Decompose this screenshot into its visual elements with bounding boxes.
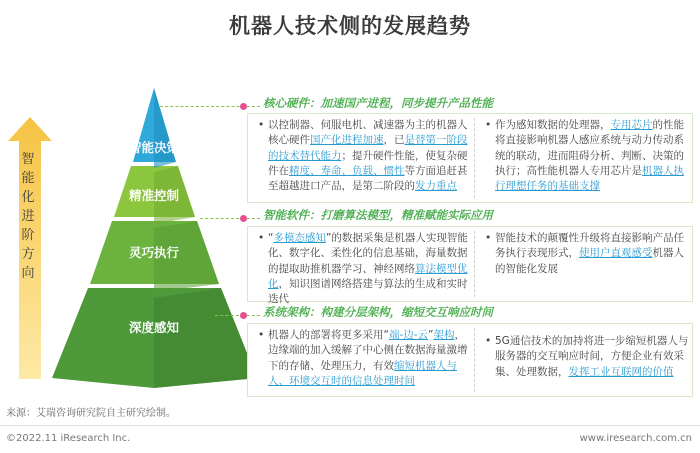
body-text: ，边缘端的加入缓解了中心侧在数据海量激增下的存储、处理压力，有效 xyxy=(268,329,468,372)
body-text: 机器人的智能化发展 xyxy=(495,247,684,275)
column-divider xyxy=(474,231,475,297)
highlight-text: 精度、寿命、负载、惯性 xyxy=(289,164,405,177)
bullet-software-right xyxy=(495,231,690,277)
capability-pyramid xyxy=(52,88,257,388)
highlight-text: 国产化进程加速 xyxy=(310,134,384,147)
section-title-hardware: 核心硬件：加速国产进程，同步提升产品性能 xyxy=(263,96,493,110)
bullet-architecture-left xyxy=(268,328,468,389)
bullet-hardware-right xyxy=(495,118,690,194)
body-text: ” xyxy=(428,329,434,341)
highlight-text: 是替第一阶段的技术替代能力 xyxy=(268,134,468,162)
bullet-hardware-left xyxy=(268,118,468,194)
direction-label: 智能化进阶方向 xyxy=(21,152,35,281)
tier-label-execution: 灵巧执行 xyxy=(128,245,179,260)
column-divider xyxy=(474,328,475,392)
page-title: 机器人技术侧的发展趋势 xyxy=(229,14,471,38)
source-note: 来源：艾瑞咨询研究院自主研究绘制。 xyxy=(6,408,176,419)
connector-dot xyxy=(240,103,247,110)
highlight-text: 专用芯片 xyxy=(610,119,653,131)
body-text: 机器人的部署将更多采用“ xyxy=(268,329,389,341)
highlight-text: 多模态感知 xyxy=(273,232,326,244)
body-text: 等方面追赶甚至超越进口产品，是第二阶段的 xyxy=(268,164,468,193)
section-title-architecture: 系统架构：构建分层架构，缩短交互响应时间 xyxy=(263,305,493,319)
highlight-text: 算法模型优化 xyxy=(268,262,468,290)
body-text: 的性能将直接影响机器人感应系统与动力传动系统的联动，进而阻碍分析、判断、决策的执行；高性能机器人专用芯片是 xyxy=(495,119,684,177)
body-text: “ xyxy=(268,232,274,244)
bullet-architecture-right xyxy=(495,334,690,380)
body-text: ，已 xyxy=(383,134,405,147)
bullet-software-left xyxy=(268,231,468,307)
section-title-software: 智能软件：打磨算法模型，精准赋能实际应用 xyxy=(263,208,493,222)
body-text: ；提升硬件性能，使复杂硬件在 xyxy=(268,149,468,177)
connector-dot xyxy=(240,215,247,222)
body-text: ，知识图谱网络搭建与算法的生成和实时迭代 xyxy=(268,277,468,306)
column-divider xyxy=(474,118,475,198)
tier-label-perception: 深度感知 xyxy=(128,320,179,335)
website-url: www.iresearch.com.cn xyxy=(579,433,692,444)
connector-dot xyxy=(240,312,247,319)
highlight-text: 使用户直观感受 xyxy=(579,247,653,260)
body-text: 智能技术的颠覆性升级将直接影响产品任务执行表现形式， xyxy=(495,232,684,260)
body-text: ”的数据采集是机器人实现智能化、数字化、柔性化的信息基础，海量数据的提取助推机器学习、神经网络 xyxy=(268,232,468,275)
highlight-text: 端-边-云 xyxy=(388,329,429,341)
connector-line xyxy=(215,315,260,316)
copyright-text: ©2022.11 iResearch Inc. xyxy=(6,433,131,444)
connector-line xyxy=(200,218,260,219)
tier-label-decision: 智能决策 xyxy=(128,140,179,155)
tier-label-control: 精准控制 xyxy=(128,188,179,203)
highlight-text: 机器人执行理想任务的基础支撑 xyxy=(495,164,684,193)
highlight-text: 缩短机器人与人、环境交互时的信息处理时间 xyxy=(268,359,457,387)
body-text: 5G通信技术的加持将进一步缩短机器人与服务器的交互响应时间，方便企业有效采集、处理数据， xyxy=(495,335,689,378)
highlight-text: 发力重点 xyxy=(415,180,457,193)
body-text: 以控制器、伺服电机、减速器为主的机器人核心硬件 xyxy=(268,119,468,147)
body-text: 作为感知数据的处理器， xyxy=(495,119,611,131)
highlight-text: 发挥工业互联网的价值 xyxy=(568,365,674,378)
highlight-text: 架构 xyxy=(433,329,455,341)
footer-divider xyxy=(0,425,700,426)
